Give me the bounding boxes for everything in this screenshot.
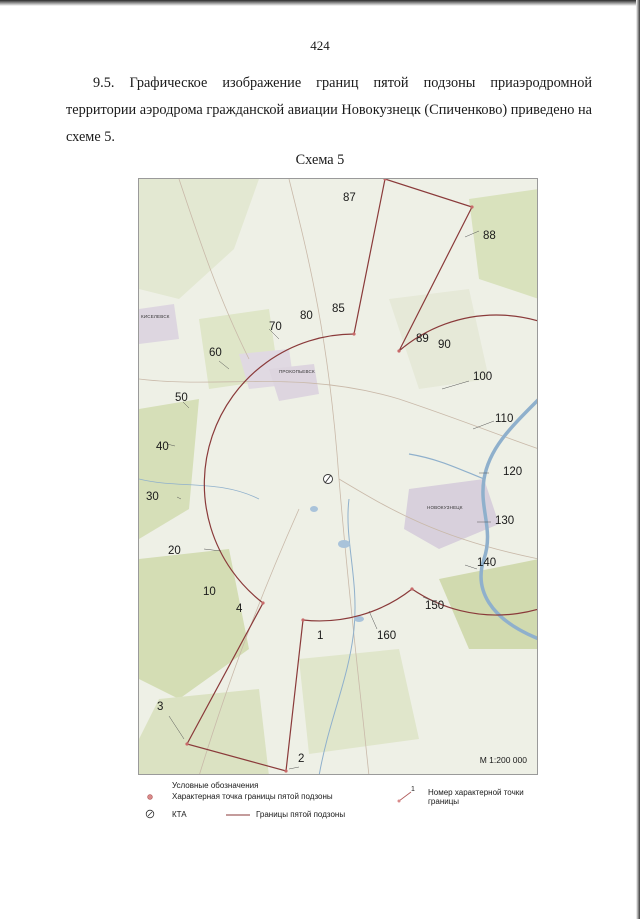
point-label-150: 150 [425,600,445,612]
point-label-40: 40 [156,441,169,453]
scan-edge-top [0,0,640,6]
point-label-160: 160 [377,630,397,642]
point-label-50: 50 [175,392,188,404]
point-label-140: 140 [477,557,497,569]
scan-edge-right [636,0,640,919]
kta-symbol [324,475,333,484]
point-label-70: 70 [269,321,282,333]
legend-boundary-label: Границы пятой подзоны [256,810,346,819]
point-label-3: 3 [157,701,164,713]
boundary-line-icon [226,813,250,817]
map-drawing [139,179,538,775]
legend-number-label: Номер характерной точки границы [428,788,524,806]
scheme-title: Схема 5 [295,152,345,168]
point-label-89: 89 [416,333,429,345]
town-label-prokopyevsk: ПРОКОПЬЕВСК [279,369,315,374]
boundary-point-icon [146,793,154,801]
town-label-kiselevsk: КИСЕЛЕВСК [141,314,170,319]
map-scale: М 1:200 000 [479,755,527,765]
point-label-100: 100 [473,371,493,383]
point-label-20: 20 [168,545,181,557]
point-label-2: 2 [298,753,305,765]
water-bodies [310,506,364,622]
point-label-110: 110 [495,413,514,425]
point-label-120: 120 [503,466,523,478]
point-label-85: 85 [332,303,345,315]
kta-legend-icon [145,809,155,819]
legend-point-label: Характерная точка границы пятой подзоны [172,792,333,801]
point-label-90: 90 [438,339,451,351]
point-label-10: 10 [203,586,216,598]
page-number: 424 [310,38,330,53]
point-label-1: 1 [317,630,324,642]
point-label-130: 130 [495,515,515,527]
town-label-novokuznetsk: НОВОКУЗНЕЦК [427,505,463,510]
legend-kta-label: КТА [172,810,187,819]
map-legend [138,775,538,821]
legend-title: Условные обозначения [172,781,259,790]
scheme-map [138,178,538,775]
point-label-87: 87 [343,192,356,204]
legend-number-example: 1 [411,786,415,793]
body-paragraph: 9.5. Графическое изображение границ пятой подзоны приаэродромной территории аэродрома гражданской авиации Новокузнецк (Спиченково) приведено на схеме 5. [66,75,592,145]
point-label-4: 4 [236,603,243,615]
point-label-80: 80 [300,310,313,322]
point-label-88: 88 [483,230,496,242]
point-label-60: 60 [209,347,222,359]
point-label-30: 30 [146,491,159,503]
